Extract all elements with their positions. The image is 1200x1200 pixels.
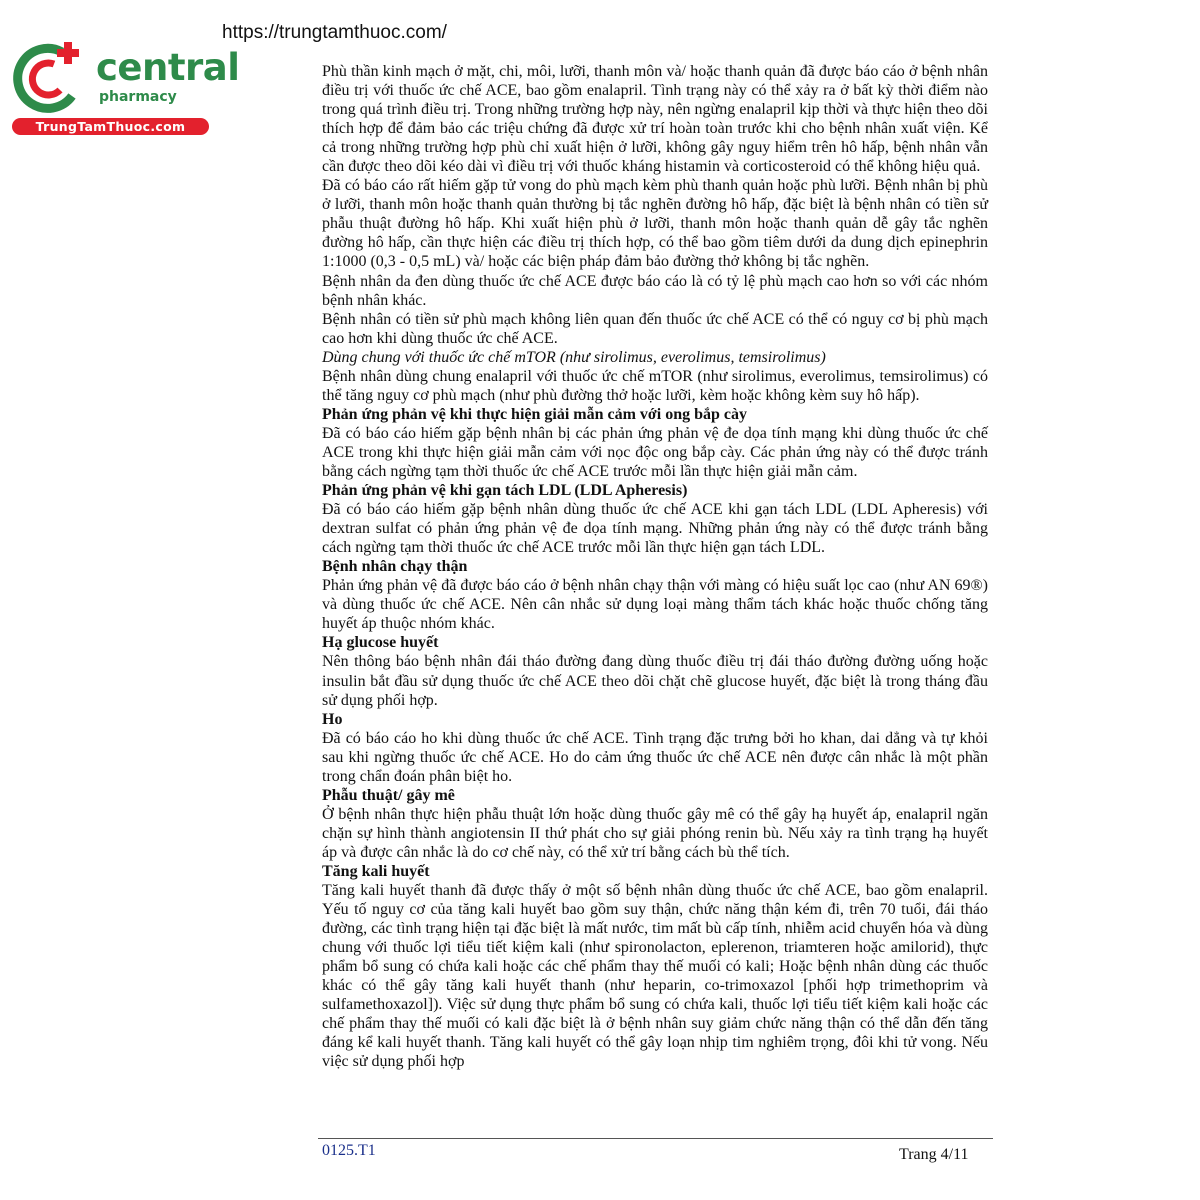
pharmacy-c-cross-icon	[10, 38, 90, 118]
section-heading: Phản ứng phản vệ khi thực hiện giải mẫn cảm với ong bắp cày	[322, 405, 748, 423]
paragraph: Ở bệnh nhân thực hiện phẫu thuật lớn hoặc dùng thuốc gây mê có thể gây hạ huyết áp, enalapril ngăn chặn sự hình thành angiotensin II thứ phát cho sự giải phóng renin bù. Nếu xảy ra tình trạng hạ huyết áp và được cân nhắc là do cơ chế này, có thể xử trí bằng cách bù thể tích.	[322, 805, 988, 861]
section-heading: Ho	[322, 710, 343, 728]
section-heading: Phẫu thuật/ gây mê	[322, 786, 455, 804]
paragraph: Đã có báo cáo ho khi dùng thuốc ức chế ACE. Tình trạng đặc trưng bởi ho khan, dai dẳng và tự khỏi sau khi ngừng thuốc ức chế ACE. Ho do cảm ứng thuốc ức chế ACE nên được cân nhắc là một phần trong chẩn đoán phân biệt ho.	[322, 729, 988, 785]
paragraph: Bệnh nhân có tiền sử phù mạch không liên quan đến thuốc ức chế ACE có thể có nguy cơ bị phù mạch cao hơn khi dùng thuốc ức chế ACE.	[322, 310, 988, 347]
paragraph: Bệnh nhân dùng chung enalapril với thuốc ức chế mTOR (như sirolimus, everolimus, temsirolimus) có thể tăng nguy cơ phù mạch (như phù đường thở hoặc lưỡi, kèm hoặc không kèm suy hô hấp).	[322, 367, 988, 404]
paragraph: Nên thông báo bệnh nhân đái tháo đường đang dùng thuốc điều trị đái tháo đường đường uống hoặc insulin bắt đầu sử dụng thuốc ức chế ACE theo dõi chặt chẽ glucose huyết, đặc biệt là trong tháng đầu sử dụng phối hợp.	[322, 653, 988, 709]
site-badge: TrungTamThuoc.com	[12, 118, 209, 135]
source-url[interactable]: https://trungtamthuoc.com/	[222, 22, 447, 43]
paragraph: Bệnh nhân da đen dùng thuốc ức chế ACE được báo cáo là có tỷ lệ phù mạch cao hơn so với các nhóm bệnh nhân khác.	[322, 272, 988, 309]
footer-divider	[318, 1138, 993, 1139]
brand-sub: pharmacy	[99, 89, 177, 105]
paragraph: Đã có báo cáo hiếm gặp bệnh nhân bị các phản ứng phản vệ đe dọa tính mạng khi dùng thuốc ức chế ACE trong khi thực hiện giải mẫn cảm với nọc độc ong bắp cày. Các phản ứng này có thể được tránh bằng cách ngừng tạm thời thuốc ức chế ACE trước mỗi lần thực hiện giải mẫn cảm.	[322, 424, 988, 480]
paragraph: Đã có báo cáo hiếm gặp bệnh nhân dùng thuốc ức chế ACE khi gạn tách LDL (LDL Apheresis) với dextran sulfat có phản ứng phản vệ đe dọa tính mạng. Những phản ứng này có thể được tránh bằng cách ngừng tạm thời thuốc ức chế ACE trước mỗi lần thực hiện gạn tách LDL.	[322, 501, 988, 557]
paragraph: Phù thần kinh mạch ở mặt, chi, môi, lưỡi, thanh môn và/ hoặc thanh quản đã được báo cáo ở bệnh nhân điều trị với thuốc ức chế ACE, bao gồm enalapril. Tình trạng này có thể xảy ra ở bất kỳ thời điểm nào trong quá trình điều trị. Trong những trường hợp này, nên ngừng enalapril kịp thời và thực hiện theo dõi thích hợp để đảm bảo các triệu chứng đã được xử trí hoàn toàn trước khi cho bệnh nhân xuất viện. Kể cả trong những trường hợp phù chỉ xuất hiện ở lưỡi, không gây nguy hiểm trên hô hấp, bệnh nhân vẫn cần được theo dõi kéo dài vì điều trị với thuốc kháng histamin và corticosteroid có thể không hiệu quả.	[322, 63, 988, 176]
document-body	[322, 62, 988, 1071]
paragraph: Đã có báo cáo rất hiếm gặp tử vong do phù mạch kèm phù thanh quản hoặc phù lưỡi. Bệnh nhân bị phù ở lưỡi, thanh môn hoặc thanh quản thường bị tắc nghẽn đường hô hấp, đặc biệt là bệnh nhân có tiền sử phẫu thuật đường hô hấp. Khi xuất hiện phù ở lưỡi, thanh môn hoặc thanh quản dễ gây tắc nghẽn đường hô hấp, cần thực hiện các điều trị thích hợp, có thể bao gồm tiêm dưới da dung dịch epinephrin 1:1000 (0,3 - 0,5 mL) và/ hoặc các biện pháp đảm bảo đường thở không bị tắc nghẽn.	[322, 177, 988, 271]
paragraph: Tăng kali huyết thanh đã được thấy ở một số bệnh nhân dùng thuốc ức chế ACE, bao gồm enalapril. Yếu tố nguy cơ của tăng kali huyết bao gồm suy thận, chức năng thận kém đi, trên 70 tuổi, đái tháo đường, các tình trạng hiện tại đặc biệt là mất nước, tim mất bù cấp tính, nhiễm acid chuyển hóa và dùng chung với thuốc lợi tiểu tiết kiệm kali (như spironolacton, eplerenon, triamteren hoặc amilorid), thực phẩm bổ sung có chứa kali hoặc các chế phẩm thay thế muối có kali; Hoặc bệnh nhân dùng các thuốc khác có thể gây tăng kali huyết thanh (như heparin, co-trimoxazol [phối hợp trimethoprim và sulfamethoxazol]). Việc sử dụng thực phẩm bổ sung có chứa kali, thuốc lợi tiểu tiết kiệm kali hoặc các chế phẩm thay thế muối có kali đặc biệt là ở bệnh nhân suy giảm chức năng thận có thể dẫn đến tăng đáng kể kali huyết thanh. Tăng kali huyết có thể gây loạn nhịp tim nghiêm trọng, đôi khi tử vong. Nếu việc sử dụng phối hợp	[322, 882, 988, 1071]
section-heading: Bệnh nhân chạy thận	[322, 558, 468, 576]
italic-subheading: Dùng chung với thuốc ức chế mTOR (như sirolimus, everolimus, temsirolimus)	[322, 348, 826, 366]
document-code: 0125.T1	[322, 1142, 376, 1159]
section-heading: Tăng kali huyết	[322, 862, 430, 880]
paragraph: Phản ứng phản vệ đã được báo cáo ở bệnh nhân chạy thận với màng có hiệu suất lọc cao (như AN 69®) và dùng thuốc ức chế ACE. Nên cân nhắc sử dụng loại màng thẩm tách khác hoặc thuốc chống tăng huyết áp thuộc nhóm khác.	[322, 577, 988, 633]
central-pharmacy-logo	[10, 38, 240, 138]
page-number: Trang 4/11	[899, 1146, 969, 1163]
section-heading: Hạ glucose huyết	[322, 634, 439, 652]
section-heading: Phản ứng phản vệ khi gạn tách LDL (LDL Apheresis)	[322, 482, 688, 500]
brand-name: central	[96, 46, 240, 89]
